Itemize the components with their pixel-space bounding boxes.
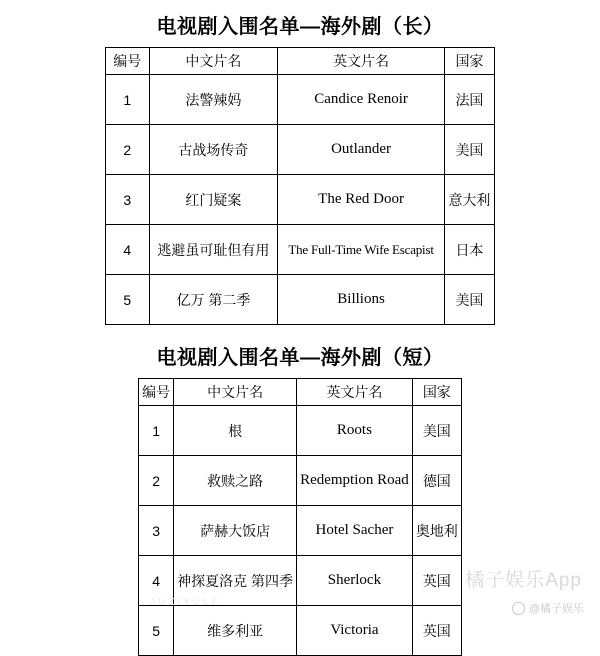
table-overseas-short bbox=[138, 378, 462, 656]
cell-english-title: Outlander bbox=[278, 125, 445, 175]
table-row bbox=[106, 125, 495, 175]
table-header-row bbox=[106, 48, 495, 75]
cell-country: 德国 bbox=[412, 456, 461, 506]
weibo-watermark-label: @橘子娱乐 bbox=[528, 603, 584, 615]
cell-country: 日本 bbox=[444, 225, 494, 275]
cell-number: 1 bbox=[139, 406, 174, 456]
cell-chinese-title: 神探夏洛克 第四季 bbox=[174, 556, 297, 606]
cell-country: 英国 bbox=[412, 556, 461, 606]
cell-chinese-title: 维多利亚 bbox=[174, 606, 297, 656]
cell-country: 美国 bbox=[444, 275, 494, 325]
cell-english-title: Billions bbox=[278, 275, 445, 325]
column-header-number: 编号 bbox=[106, 48, 150, 75]
cell-country: 法国 bbox=[444, 75, 494, 125]
table-row bbox=[139, 406, 462, 456]
cell-country: 美国 bbox=[412, 406, 461, 456]
table-row bbox=[106, 75, 495, 125]
cell-chinese-title: 救赎之路 bbox=[174, 456, 297, 506]
column-header-number: 编号 bbox=[139, 379, 174, 406]
section-title-long: 电视剧入围名单—海外剧（长） bbox=[156, 16, 444, 38]
column-header-country: 国家 bbox=[444, 48, 494, 75]
cell-chinese-title: 古战场传奇 bbox=[149, 125, 278, 175]
column-header-country: 国家 bbox=[412, 379, 461, 406]
cell-english-title: Victoria bbox=[297, 606, 413, 656]
cell-country: 英国 bbox=[412, 606, 461, 656]
app-watermark: 橘子娱乐App bbox=[465, 570, 582, 591]
cell-number: 5 bbox=[106, 275, 150, 325]
weibo-icon bbox=[512, 602, 525, 615]
cell-english-title: The Full-Time Wife Escapist bbox=[278, 225, 445, 275]
cell-chinese-title: 亿万 第二季 bbox=[149, 275, 278, 325]
table-row bbox=[106, 175, 495, 225]
table-header-row bbox=[139, 379, 462, 406]
cell-country: 意大利 bbox=[444, 175, 494, 225]
cell-number: 2 bbox=[139, 456, 174, 506]
section-overseas-long bbox=[0, 0, 600, 325]
cell-english-title: Candice Renoir bbox=[278, 75, 445, 125]
table-row bbox=[106, 275, 495, 325]
cell-english-title: Redemption Road bbox=[297, 456, 413, 506]
column-header-chinese-title: 中文片名 bbox=[149, 48, 278, 75]
cell-english-title: Hotel Sacher bbox=[297, 506, 413, 556]
cell-english-title: The Red Door bbox=[278, 175, 445, 225]
weibo-watermark bbox=[512, 600, 584, 616]
cell-number: 4 bbox=[139, 556, 174, 606]
table-row bbox=[106, 225, 495, 275]
cell-english-title: Roots bbox=[297, 406, 413, 456]
section-overseas-short bbox=[0, 325, 600, 656]
cell-number: 1 bbox=[106, 75, 150, 125]
cell-chinese-title: 萨赫大饭店 bbox=[174, 506, 297, 556]
cell-number: 5 bbox=[139, 606, 174, 656]
table-row bbox=[139, 456, 462, 506]
cell-chinese-title: 根 bbox=[174, 406, 297, 456]
column-header-english-title: 英文片名 bbox=[278, 48, 445, 75]
cell-country: 美国 bbox=[444, 125, 494, 175]
column-header-chinese-title: 中文片名 bbox=[174, 379, 297, 406]
table-row bbox=[139, 606, 462, 656]
cell-chinese-title: 红门疑案 bbox=[149, 175, 278, 225]
table-overseas-long bbox=[105, 47, 495, 325]
section-title-short: 电视剧入围名单—海外剧（短） bbox=[156, 347, 444, 369]
cell-country: 奥地利 bbox=[412, 506, 461, 556]
cell-number: 2 bbox=[106, 125, 150, 175]
cell-chinese-title: 逃避虽可耻但有用 bbox=[149, 225, 278, 275]
faint-watermark: JUZIYULE bbox=[150, 597, 222, 608]
column-header-english-title: 英文片名 bbox=[297, 379, 413, 406]
table-row bbox=[139, 506, 462, 556]
cell-english-title: Sherlock bbox=[297, 556, 413, 606]
cell-number: 3 bbox=[106, 175, 150, 225]
cell-chinese-title: 法警辣妈 bbox=[149, 75, 278, 125]
cell-number: 3 bbox=[139, 506, 174, 556]
cell-number: 4 bbox=[106, 225, 150, 275]
